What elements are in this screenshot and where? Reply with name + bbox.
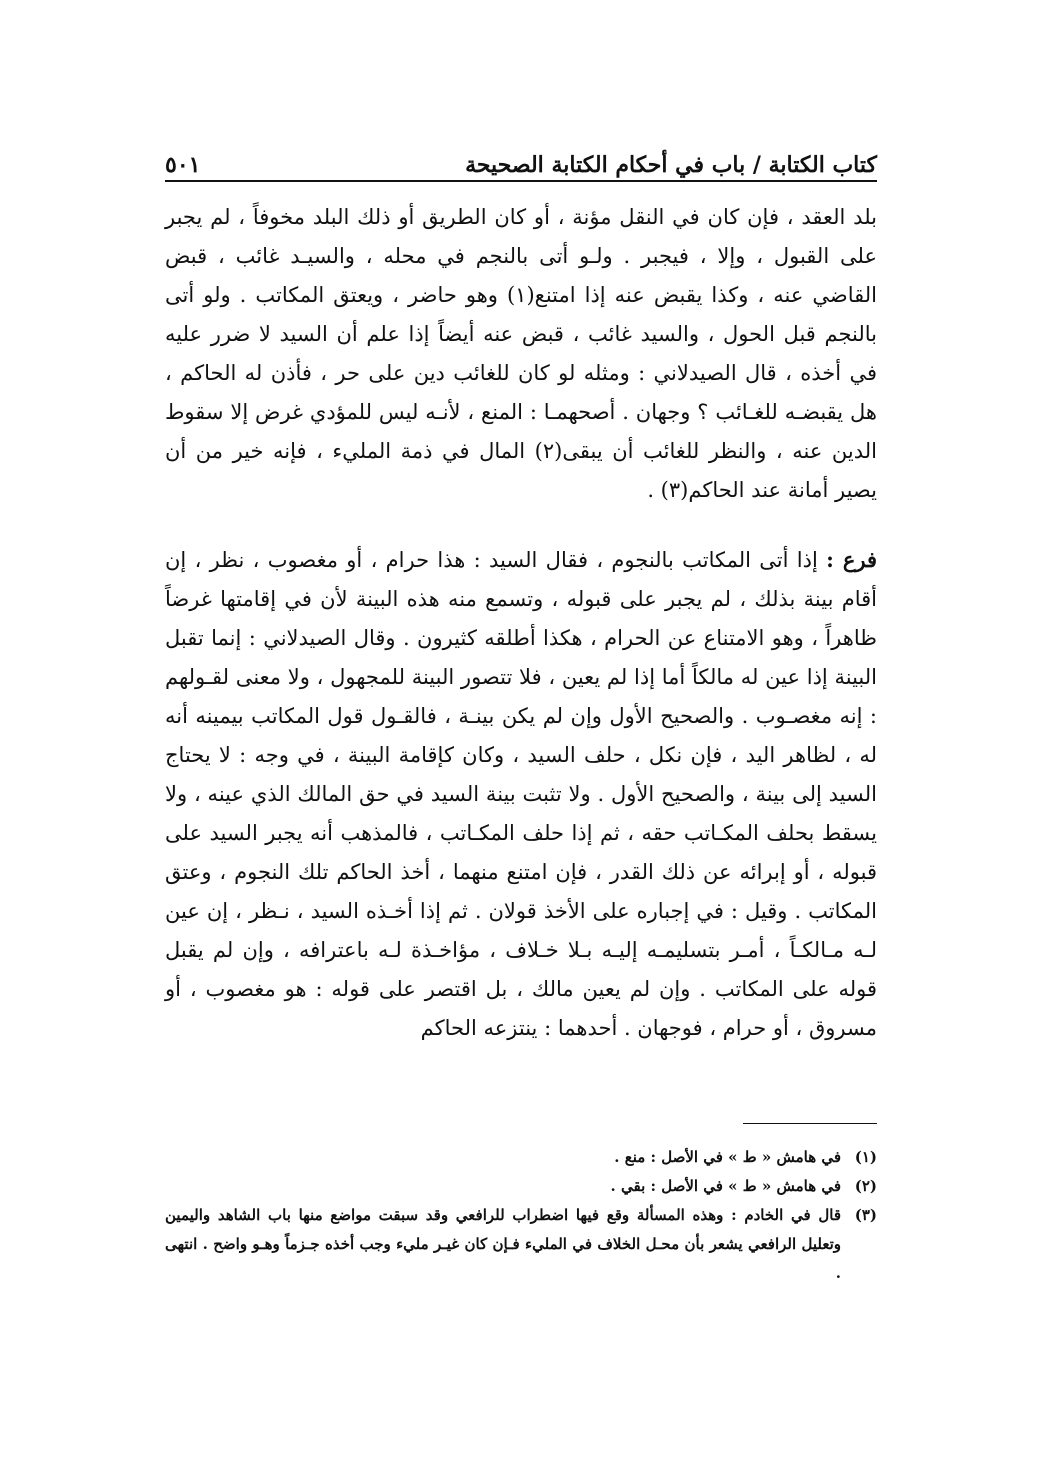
paragraph <box>165 198 877 510</box>
footnote-text: في هامش « ط » في الأصل : بقي . <box>610 1177 841 1195</box>
footnote-number: (٣) <box>854 1206 877 1224</box>
paragraph-text: بلد العقد ، فإن كان في النقل مؤنة ، أو كان الطريق أو ذلك البلد مخوفاً ، لم يجبر على القبول ، وإلا ، فيجبر . ولـو أتى بالنجم في محله ، والسيـد غائب ، قبض القاضي عنه ، وكذا يقبض عنه إذا امتنع(١) وهو حاضر ، ويعتق المكاتب . ولو أتى بالنجم قبل الحول ، والسيد غائب ، قبض عنه أيضاً إذا علم أن السيد لا ضرر عليه في أخذه ، قال الصيدلاني : ومثله لو كان للغائب دين على حر ، فأذن له الحاكم ، هل يقبضـه للغـائب ؟ وجهان . أصحهمـا : المنع ، لأنـه ليس للمؤدي غرض إلا سقوط الدين عنه ، والنظر للغائب أن يبقى(٢) المال في ذمة المليء ، فإنه خير من أن يصير أمانة عند الحاكم(٣) . <box>165 205 877 502</box>
running-title: كتاب الكتابة / باب في أحكام الكتابة الصحيحة <box>465 152 877 178</box>
footnote <box>165 1143 877 1172</box>
footnote-rule <box>743 1123 877 1124</box>
footnote-number: (١) <box>854 1148 877 1166</box>
footnotes <box>165 1143 877 1288</box>
running-head <box>165 138 877 178</box>
header-rule <box>165 180 877 182</box>
footnote <box>165 1172 877 1201</box>
footnote-text: قال في الخادم : وهذه المسألة وقع فيها اضطراب للرافعي وقد سبقت مواضع منها باب الشاهد واليمين وتعليل الرافعي يشعر بأن محـل الخلاف في المليء فـإن كان غيـر مليء وجب أخذه جـزماً وهـو واضح . انتهى . <box>165 1206 841 1282</box>
footnote-number: (٢) <box>854 1177 877 1195</box>
section-lead: فرع : <box>826 547 878 572</box>
footnote <box>165 1201 877 1288</box>
paragraph-text: إذا أتى المكاتب بالنجوم ، فقال السيد : هذا حرام ، أو مغصوب ، نظر ، إن أقام بينة بذلك ، لم يجبر على قبوله ، وتسمع منه هذه البينة لأن في إقامتها غرضاً ظاهراً ، وهو الامتناع عن الحرام ، هكذا أطلقه كثيرون . وقال الصيدلاني : إنما تقبل البينة إذا عين له مالكاً أما إذا لم يعين ، فلا تتصور البينة للمجهول ، ولا معنى لقـولهم : إنه مغصـوب . والصحيح الأول وإن لم يكن بينـة ، فالقـول قول المكاتب بيمينه أنه له ، لظاهر اليد ، فإن نكل ، حلف السيد ، وكان كإقامة البينة ، في وجه : لا يحتاج السيد إلى بينة ، والصحيح الأول . ولا تثبت بينة السيد في حق المالك الذي عينه ، ولا يسقط بحلف المكـاتب حقه ، ثم إذا حلف المكـاتب ، فالمذهب أنه يجبر السيد على قبوله ، أو إبرائه عن ذلك القدر ، فإن امتنع منهما ، أخذ الحاكم تلك النجوم ، وعتق المكاتب . وقيل : في إجباره على الأخذ قولان . ثم إذا أخـذه السيد ، نـظر ، إن عين لـه مـالكـاً ، أمـر بتسليمـه إليـه بـلا خـلاف ، مؤاخـذة لـه باعترافه ، وإن لم يقبل قوله على المكاتب . وإن لم يعين مالك ، بل اقتصر على قوله : هو مغصوب ، أو مسروق ، أو حرام ، فوجهان . أحدهما : ينتزعه الحاكم <box>165 548 877 1040</box>
page-number: ٥٠١ <box>165 152 201 178</box>
body-text <box>165 198 877 1048</box>
footnote-text: في هامش « ط » في الأصل : منع . <box>614 1148 841 1166</box>
paragraph <box>165 540 877 1048</box>
